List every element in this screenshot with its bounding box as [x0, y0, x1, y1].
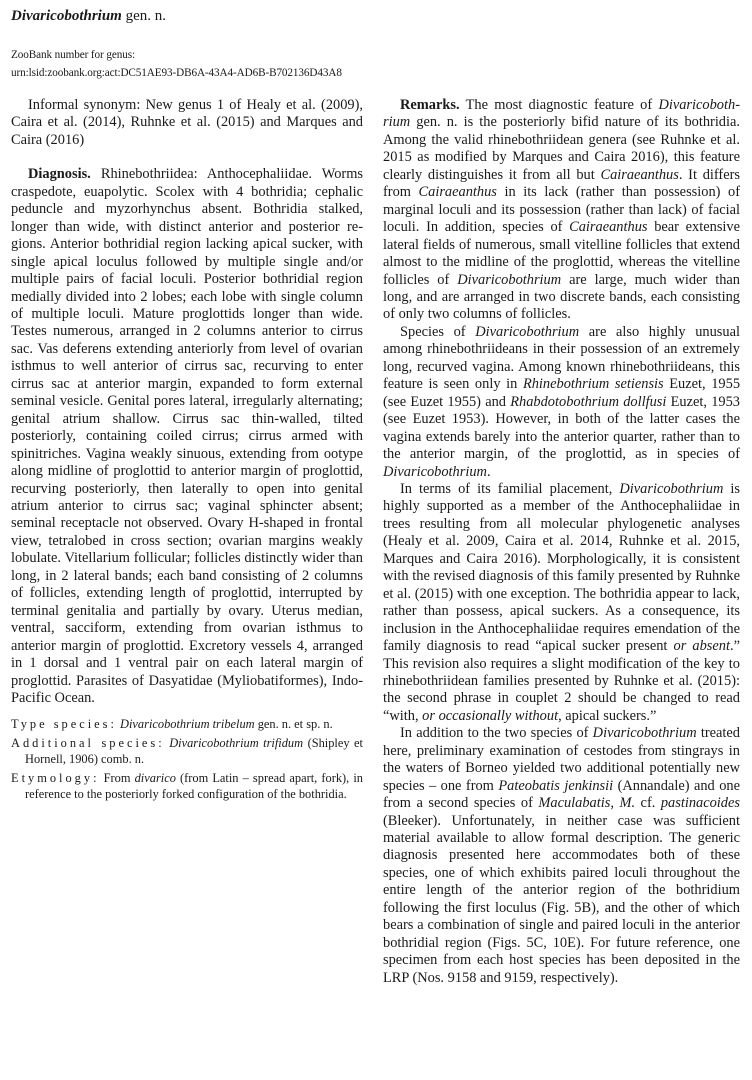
type-species-label: Type species: [11, 717, 117, 732]
diagnosis-paragraph [11, 166, 363, 707]
italic-taxon: pastinacoides [660, 795, 740, 812]
italic-taxon: Cairaeanthus [569, 219, 648, 236]
italic-taxon: or absent [673, 638, 730, 655]
text-run: In terms of its familial placement, [400, 480, 620, 497]
text-run: Species of [400, 323, 476, 340]
text-run: treated here, preliminary examination of cestodes from stingrays in the waters of Borneo yielded two additional potentially new species – one from [383, 725, 740, 794]
remarks-paragraph-2 [383, 324, 740, 481]
text-run: . [486, 463, 491, 480]
additional-species-label: Additional species: [11, 736, 165, 751]
etymology-text: From [99, 771, 135, 786]
additional-species-status: (Shipley et Hornell, 1906) comb. n. [25, 736, 363, 767]
text-run: , apical suckers.” [558, 707, 657, 724]
etymology-text: (from Latin – spread apart, fork), in reference to the posteriorly forked configuration of the bothridia. [25, 771, 363, 802]
diagnosis-text: Rhinebothriidea: Anthocephaliidae. Worms craspedote, euapolytic. Scolex with 4 bothridia; cephalic peduncle and myzorhynchus absent. Bothridia stalked, longer than wide, with distinct anterior and posterior regions. Anterior bothridial region lacking apical sucker, with single apical loculus followed by multiple single and/​or multiple pairs of facial loculi. Posterior bothridial region medially divided into 2 lobes; each lobe with single column of multiple loculi. Mature proglottids longer than wide. Testes numerous, arranged in 2 columns anterior to cirrus sac. Vas deferens extending anteriorly from level of ovarian isthmus to well anterior of cirrus sac, recurving to enter cirrus sac at anterior margin, expanded to form external seminal vesicle. Genital pores lateral, irregularly alternating; genital atrium shallow. Cirrus sac thin-walled, tilted posteriorly, containing coiled cirrus; cirrus armed with spinitriches. Vagina weakly sinuous, extending from ootype along midline of proglottid to anterior margin of proglottid, recurving posteriorly, then laterally to open into genital atrium anterior to cirrus sac; vaginal sphincter absent; seminal receptacle not observed. Ovary H-shaped in frontal view, tetralobed in cross section; ovarian margins weakly lobulate. Vitellarium follicular; follicles distinctly wider than long, in 2 lateral bands; each band consisting of 2 columns of follicles, extending length of proglottid, interrupted by terminal genitalia and partially by ovary. Uterus median, ventral, sacciform, extending from ovarian isthmus to anterior margin of proglottid. Excretory vessels 4, arranged in 1 dorsal and 1 ventral pair on each lateral margin of proglottid. Parasites of Dasyatidae (Myliobatiformes), Indo-Pacific Ocean. [11, 166, 363, 706]
text-run: is highly supported as a member of the Anthocephaliidae in trees resulting from all molecular phylogenetic analyses (Healy et al. 2009, Caira et al. 2014, Ruhnke et al. 2015, Marques and Caira 2016). Morphologically, it is consistent with the revised diagnosis of this family presented by Ruhnke et al. (2015) with one exception. The bothridia appear to lack, rather than possess, apical suckers. As a consequence, its inclusion in the Anthocephaliidae requires emendation of the family diagnosis to read “apical sucker present [383, 480, 741, 655]
etymology-word: divarico [134, 771, 176, 786]
additional-species [11, 735, 363, 767]
type-species-status: gen. n. et sp. n. [254, 717, 333, 732]
zoobank-id: urn:lsid:zoobank.org:act:DC51AE93-DB6A-43A4-AD6B-B702136D43A8 [11, 67, 342, 79]
italic-taxon: Divaricobothrium [457, 271, 562, 288]
text-run: Euzet, 1955 (see Euzet 1955) and [383, 376, 741, 410]
italic-taxon: Cairaeanthus [418, 184, 497, 201]
etymology-label: Etymology: [11, 771, 100, 786]
italic-taxon: Divaricobothrium [383, 463, 487, 480]
type-species-name: Divaricobothrium tribelum [120, 717, 255, 732]
text-run: .” This revision also requires a slight modification of the key to rhinebothriidean families presented by Ruhnke et al. (2015): the second phrase in couplet 2 should be changed to read “with, [383, 638, 740, 724]
additional-species-name: Divaricobothrium trifidum [169, 736, 304, 751]
italic-taxon: Maculabatis [538, 795, 611, 812]
italic-taxon: Rhabdotobothrium dollfusi [510, 393, 667, 410]
remarks-paragraph-1 [383, 97, 740, 324]
etymology [11, 770, 363, 802]
zoobank-block [11, 46, 342, 82]
italic-taxon: or occasionally without [422, 707, 559, 724]
italic-taxon: Pateobatis jenkinsii [498, 777, 614, 794]
left-column [11, 97, 363, 802]
text-run: are also highly unusual among rhinebothriideans in their possession of an extremely long, recurved vagina. Among known rhinebothriideans, this feature is seen only in [383, 323, 740, 393]
text-run: In addition to the two species of [400, 725, 593, 742]
remarks-label: Remarks. [400, 97, 460, 113]
italic-taxon: Rhinebothrium setiensis [522, 376, 664, 393]
italic-taxon: Divaricobothrium [619, 480, 724, 497]
genus-name: Divaricobothrium [11, 8, 122, 24]
text-run: , [610, 795, 620, 812]
text-run: Euzet, 1953 (see Euzet 1953). However, in both of the latter cases the vagina extends barely into the anterior quarter, rather than to the anterior margin, of the proglottid, as in species of [383, 393, 741, 463]
text-run: The most diagnostic feature of [459, 97, 659, 113]
informal-synonym: Informal synonym: New genus 1 of Healy et al. (2009), Caira et al. (2014), Ruhnke et al. (2015) and Marques and Caira (2016) [11, 97, 363, 148]
italic-taxon: Divaricobothrium [592, 725, 697, 742]
text-run: . It differs from [383, 166, 740, 201]
text-run: (Annandale) and one from a second species of [383, 777, 740, 812]
italic-taxon: Cairaeanthus [600, 166, 679, 183]
genus-status: gen. n. [121, 8, 167, 24]
text-run: in its lack (rather than possession) of marginal loculi and its possession (rather than lack) of facial loculi. In addition, species of [383, 184, 740, 236]
text-run: gen. n. is the posteriorly bifid nature of its bothridia. Among the valid rhinebothriidean genera (see Ruhnke et al. 2015 as modified by Marques and Caira 2016), this feature clearly distinguishes it from all but [383, 114, 740, 183]
italic-taxon: Divaricobothrium [383, 97, 740, 131]
zoobank-label: ZooBank number for genus: [11, 49, 135, 61]
text-run: are large, much wider than long, and are arranged in two discrete bands, each consisting of only two columns of follicles. [383, 271, 740, 323]
text-run: (Bleeker). Unfortunately, in neither case was sufficient material available to allow formal description. The generic diagnosis presented here accommodates both of these species, one of which exhibits paired loculi throughout the entire length of the anterior region of the bothridium following the first loculus (Fig. 5B), and the other of which bears a combination of single and paired loculi in the anterior bothridial region (Figs. 5C, 10E). For future reference, one specimen from each host species has been deposited in the LRP (Nos. 9158 and 9159, respectively). [383, 812, 740, 986]
text-run: bear extensive lateral fields of numerous, small vitelline follicles that extend almost to the midline of the proglottid, whereas the vitelline follicles of [383, 219, 740, 288]
right-column [383, 97, 740, 987]
remarks-paragraph-4 [383, 725, 740, 987]
genus-heading [11, 8, 166, 25]
italic-taxon: M. [619, 795, 636, 812]
remarks-paragraph-3 [383, 481, 740, 725]
type-species [11, 716, 363, 732]
italic-taxon: Divaricobothrium [475, 323, 580, 340]
text-run: cf. [635, 795, 661, 812]
diagnosis-label: Diagnosis. [28, 166, 91, 183]
